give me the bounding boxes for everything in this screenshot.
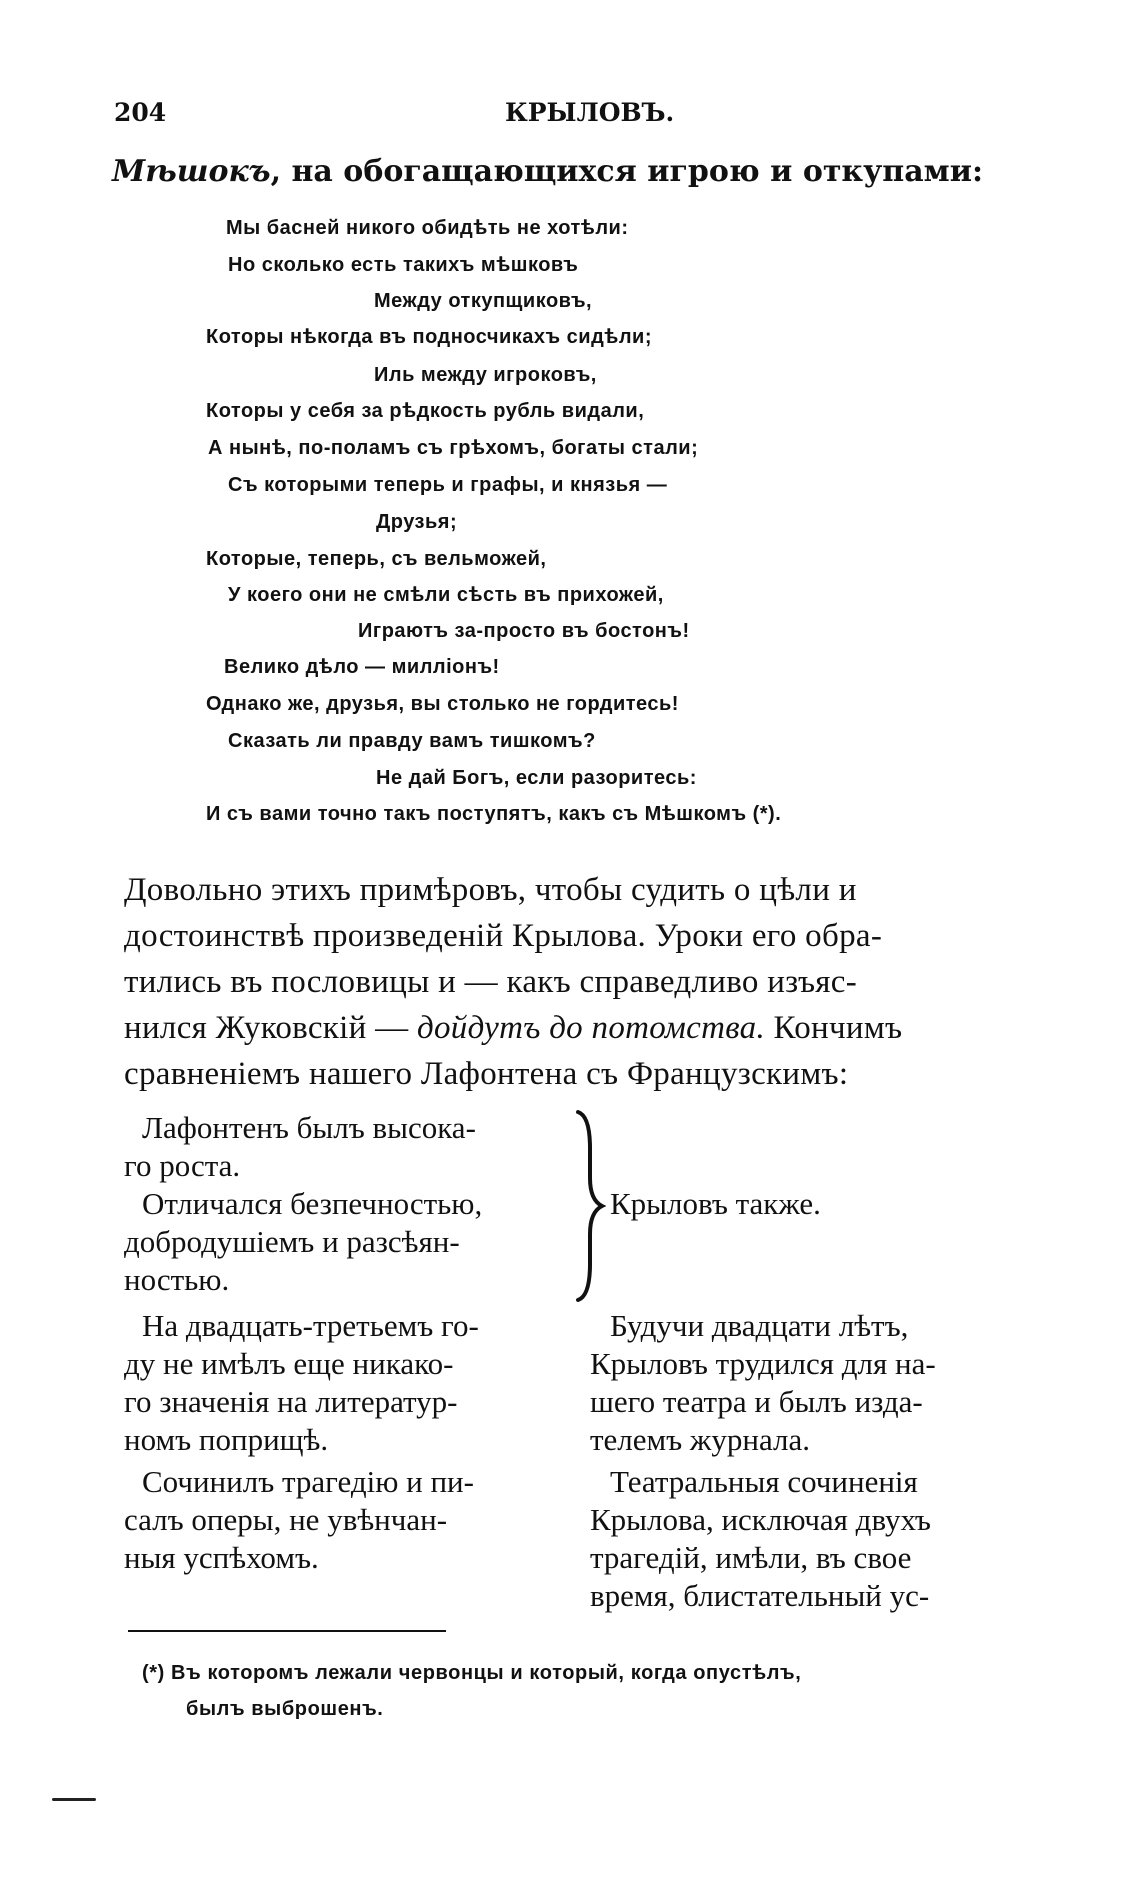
poem-line: Иль между игроковъ, [374,364,597,386]
poem-line: Однако же, друзья, вы столько не гордитесь! [206,693,679,715]
paragraph-text: Кончимъ [765,1010,903,1046]
krylov-line: трагедій, имѣли, въ свое [590,1540,912,1575]
footnote-divider [128,1630,446,1632]
lafontaine-line: салъ оперы, не увѣнчан- [124,1502,448,1537]
poem-line: Которые, теперь, съ вельможей, [206,548,547,570]
lafontaine-line: На двадцать-третьемъ го- [142,1308,479,1343]
zhukovsky-quote: дойдутъ до потомства. [416,1010,765,1046]
lafontaine-line: ду не имѣлъ еще никако- [124,1346,454,1381]
krylov-line: телемъ журнала. [590,1422,810,1457]
krylov-line: Крыловъ трудился для на- [590,1346,936,1381]
lafontaine-line: Лафонтенъ былъ высока- [142,1110,476,1145]
poem-line: А нынѣ, по-поламъ съ грѣхомъ, богаты стали; [208,437,699,459]
paragraph-line: сравненіемъ нашего Лафонтена съ Французскимъ: [124,1056,849,1092]
fable-intro-text: , на обогащающихся игрою и откупами: [270,154,984,189]
poem-line: Сказать ли правду вамъ тишкомъ? [228,730,596,752]
krylov-line: шего театра и былъ изда- [590,1384,923,1419]
krylov-line: время, блистательный ус- [590,1578,930,1613]
fable-intro [112,154,983,189]
page-number: 204 [114,98,167,127]
lafontaine-line: добродушіемъ и разсѣян- [124,1224,460,1259]
poem-line: И съ вами точно такъ поступятъ, какъ съ Мѣшкомъ (*). [206,803,782,825]
poem-line: Которы у себя за рѣдкость рубль видали, [206,400,645,422]
lafontaine-line: ныя успѣхомъ. [124,1540,319,1575]
paragraph-text: нился Жуковскій — [124,1010,417,1046]
poem-line: Съ которыми теперь и графы, и князья — [228,474,668,496]
brace-icon [568,1108,606,1304]
poem-line: Велико дѣло — милліонъ! [224,656,500,678]
poem-line: Не дай Богъ, если разоритесь: [376,767,697,789]
poem-line: Между откупщиковъ, [374,290,593,312]
poem-line: Но сколько есть такихъ мѣшковъ [228,254,579,276]
scan-mark [52,1798,96,1801]
lafontaine-line: го значенія на литератур- [124,1384,458,1419]
krylov-line: Крыловъ также. [610,1186,821,1221]
poem-line: Играютъ за-просто въ бостонъ! [358,620,690,642]
poem-line: Которы нѣкогда въ подносчикахъ сидѣли; [206,326,652,348]
lafontaine-line: номъ поприщѣ. [124,1422,329,1457]
poem-line: Мы басней никого обидѣть не хотѣли: [226,217,629,239]
poem-line: Друзья; [376,511,458,533]
fable-title: Мѣшокъ [112,154,271,189]
krylov-line: Театральныя сочиненія [610,1464,918,1499]
paragraph-line [124,1012,902,1045]
krylov-line: Будучи двадцати лѣтъ, [610,1308,909,1343]
krylov-line: Крылова, исключая двухъ [590,1502,931,1537]
paragraph-line: тились въ пословицы и — какъ справедливо изъяс- [124,964,858,1000]
lafontaine-line: Отличался безпечностью, [142,1186,483,1221]
lafontaine-line: го роста. [124,1148,241,1183]
paragraph-line: достоинствѣ произведеній Крылова. Уроки его обра- [124,918,883,954]
poem-line: У коего они не смѣли сѣсть въ прихожей, [228,584,664,606]
footnote-line: былъ выброшенъ. [186,1698,384,1720]
lafontaine-line: ностью. [124,1262,230,1297]
footnote-line: (*) Въ которомъ лежали червонцы и который, когда опустѣлъ, [142,1662,802,1684]
paragraph-line: Довольно этихъ примѣровъ, чтобы судить о цѣли и [124,872,857,908]
running-title: КРЫЛОВЪ. [505,98,675,127]
lafontaine-line: Сочинилъ трагедію и пи- [142,1464,474,1499]
